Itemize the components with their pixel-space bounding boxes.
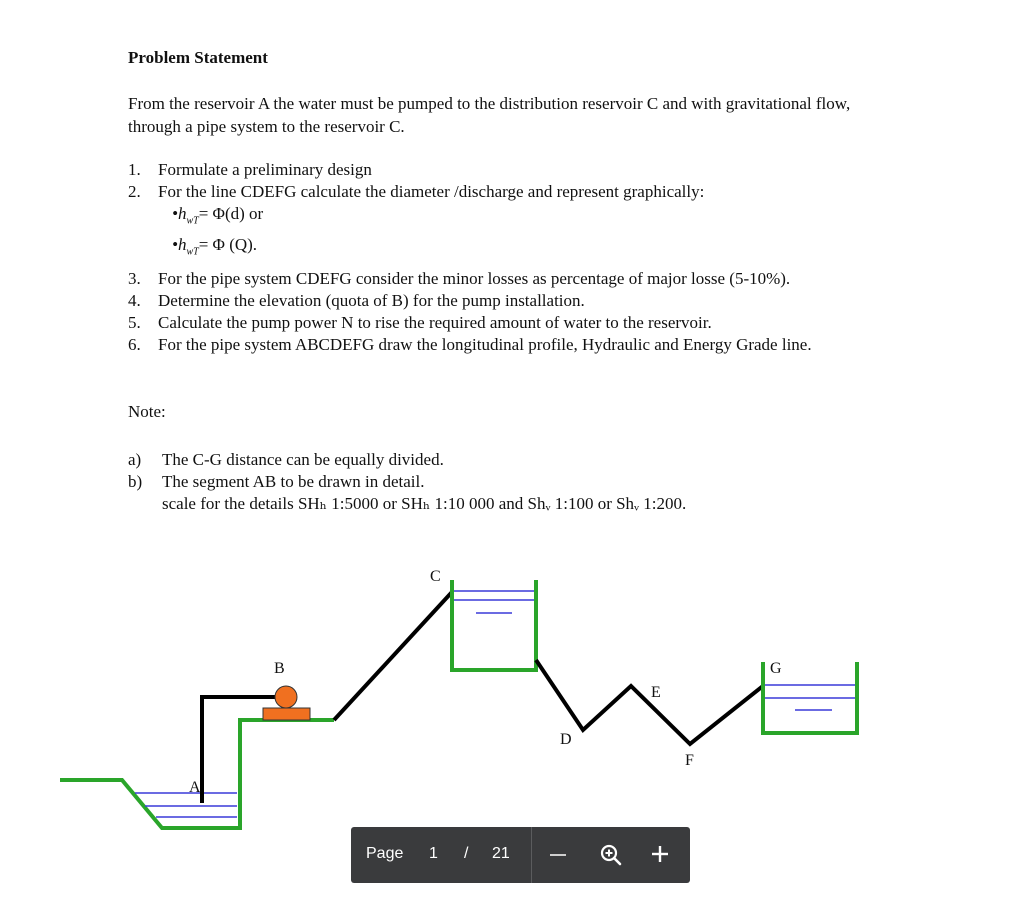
page-label: Page [366, 845, 404, 862]
task-text: For the line CDEFG calculate the diameter /discharge and represent graphically: [158, 182, 705, 201]
task-text: Determine the elevation (quota of B) for the pump installation. [158, 291, 585, 310]
note-text: The C-G distance can be equally divided. [162, 450, 444, 469]
task-text: Calculate the pump power N to rise the required amount of water to the reservoir. [158, 313, 712, 332]
task-number: 4. [128, 291, 141, 310]
pump-base [263, 708, 310, 720]
plus-icon[interactable] [649, 843, 671, 870]
task-item [128, 159, 704, 181]
task-list-2 [128, 268, 888, 356]
note-label: Note: [128, 402, 166, 421]
pipe-b-c [334, 592, 452, 720]
toolbar-divider [531, 827, 532, 883]
intro-paragraph: From the reservoir A the water must be pumped to the distribution reservoir C and with gravitational flow, through a pipe system to the reservoir C. [128, 94, 851, 136]
task-item [128, 334, 888, 356]
task-number: 5. [128, 313, 141, 332]
label-g: G [770, 660, 782, 677]
problem-title: Problem Statement [128, 48, 268, 67]
task-item [128, 268, 888, 290]
task-text: For the pipe system ABCDEFG draw the longitudinal profile, Hydraulic and Energy Grade line. [158, 335, 812, 354]
notes-list [128, 449, 444, 493]
task-list-1 [128, 159, 704, 203]
task-text: For the pipe system CDEFG consider the minor losses as percentage of major losse (5-10%). [158, 269, 791, 288]
note-text: The segment AB to be drawn in detail. [162, 472, 425, 491]
task-number: 3. [128, 269, 141, 288]
task-item [128, 181, 704, 203]
formula-bullet-2: $•h_{wT}= \Phi$ (Q). [172, 235, 258, 258]
task-number: 1. [128, 160, 141, 179]
label-c: C [430, 568, 441, 585]
pump-icon [275, 686, 297, 708]
note-letter: a) [128, 450, 142, 469]
ground-line-left [60, 720, 334, 828]
formula-bullet-1: $•h_{wT}= \Phi(d)$ or [172, 204, 264, 227]
note-item [128, 449, 444, 471]
scale-note: scale for the details SHₕ 1:5000 or SHₕ 1:10 000 and Shᵥ 1:100 or Shᵥ 1:200. [162, 494, 687, 513]
task-number: 2. [128, 182, 141, 201]
task-text: Formulate a preliminary design [158, 160, 372, 179]
label-e: E [651, 684, 661, 701]
task-number: 6. [128, 335, 141, 354]
minus-icon[interactable] [550, 854, 566, 856]
label-d: D [560, 731, 572, 748]
pdf-page-toolbar [351, 827, 690, 883]
pipe-system-diagram [0, 560, 1024, 860]
note-letter: b) [128, 472, 143, 491]
zoom-in-icon[interactable] [599, 843, 623, 872]
label-a: A [189, 779, 201, 796]
note-item [128, 471, 444, 493]
total-pages: 21 [492, 845, 510, 862]
label-b: B [274, 660, 285, 677]
label-f: F [685, 752, 694, 769]
page-separator: / [464, 845, 469, 862]
current-page-input[interactable]: 1 [429, 845, 438, 862]
task-item [128, 290, 888, 312]
task-item [128, 312, 888, 334]
reservoir-c-tank [452, 580, 536, 670]
